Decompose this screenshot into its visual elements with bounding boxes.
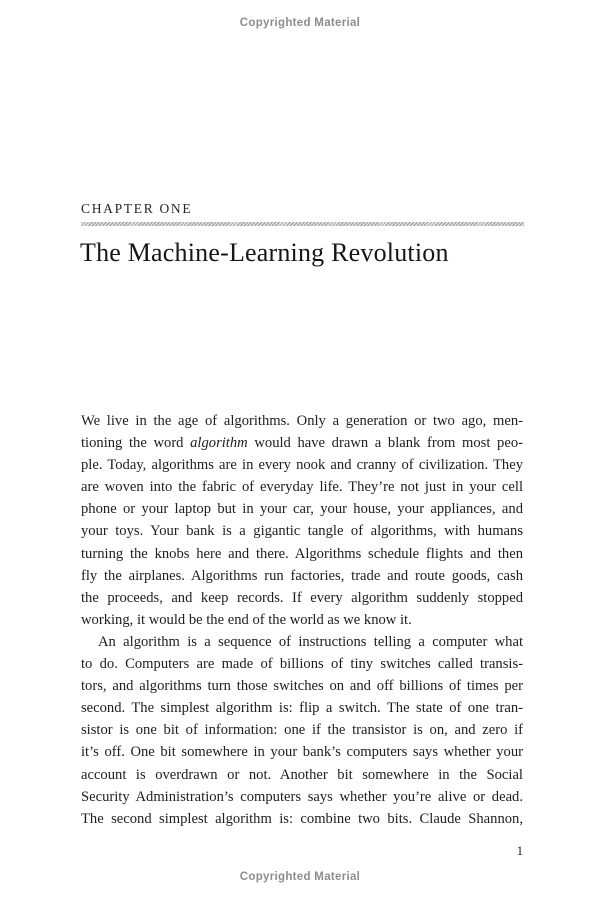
body-line: sistor is one bit of information: one if the transistor is on, and zero if (81, 722, 523, 739)
watermark-bottom: Copyrighted Material (239, 871, 361, 883)
body-line: your toys. Your bank is a gigantic tangle of algorithms, with humans (81, 523, 523, 540)
body-line: working, it would be the end of the world as we know it. (81, 611, 412, 628)
chapter-title: The Machine-Learning Revolution (80, 238, 449, 267)
body-line: Security Administration’s computers says whether you’re alive or dead. (81, 788, 523, 805)
body-line: to do. Computers are made of billions of tiny switches called transis- (81, 656, 523, 673)
chapter-rule (81, 222, 524, 226)
body-line (81, 432, 523, 454)
body-line: We live in the age of algorithms. Only a generation or two ago, men- (81, 413, 523, 429)
italic-term: algorithm (190, 435, 248, 452)
chapter-label: CHAPTER ONE (81, 201, 193, 216)
body-text (81, 410, 523, 830)
body-line: are woven into the fabric of everyday life. They’re not just in your cell (81, 479, 523, 496)
watermark-top: Copyrighted Material (239, 17, 361, 29)
body-line: tors, and algorithms turn those switches on and off billions of times per (81, 678, 523, 695)
body-line: the proceeds, and keep records. If every algorithm suddenly stopped (81, 589, 523, 606)
body-line: ple. Today, algorithms are in every nook and cranny of civilization. They (81, 457, 523, 474)
body-line: turning the knobs here and there. Algorithms schedule flights and then (81, 545, 523, 562)
body-line: fly the airplanes. Algorithms run factories, trade and route goods, cash (81, 567, 523, 584)
text-segment: tioning the word (81, 435, 191, 452)
body-line: The second simplest algorithm is: combine two bits. Claude Shannon, (81, 810, 523, 827)
page-number: 1 (516, 844, 523, 858)
body-line: phone or your laptop but in your car, your house, your appliances, and (81, 501, 523, 518)
body-line: it’s off. One bit somewhere in your bank’s computers says whether your (81, 744, 523, 761)
body-line: second. The simplest algorithm is: flip a switch. The state of one tran- (81, 700, 523, 717)
body-line: An algorithm is a sequence of instructions telling a computer what (98, 633, 523, 650)
body-line: account is overdrawn or not. Another bit somewhere in the Social (81, 766, 523, 783)
text-segment: would have drawn a blank from most peo- (247, 435, 523, 452)
